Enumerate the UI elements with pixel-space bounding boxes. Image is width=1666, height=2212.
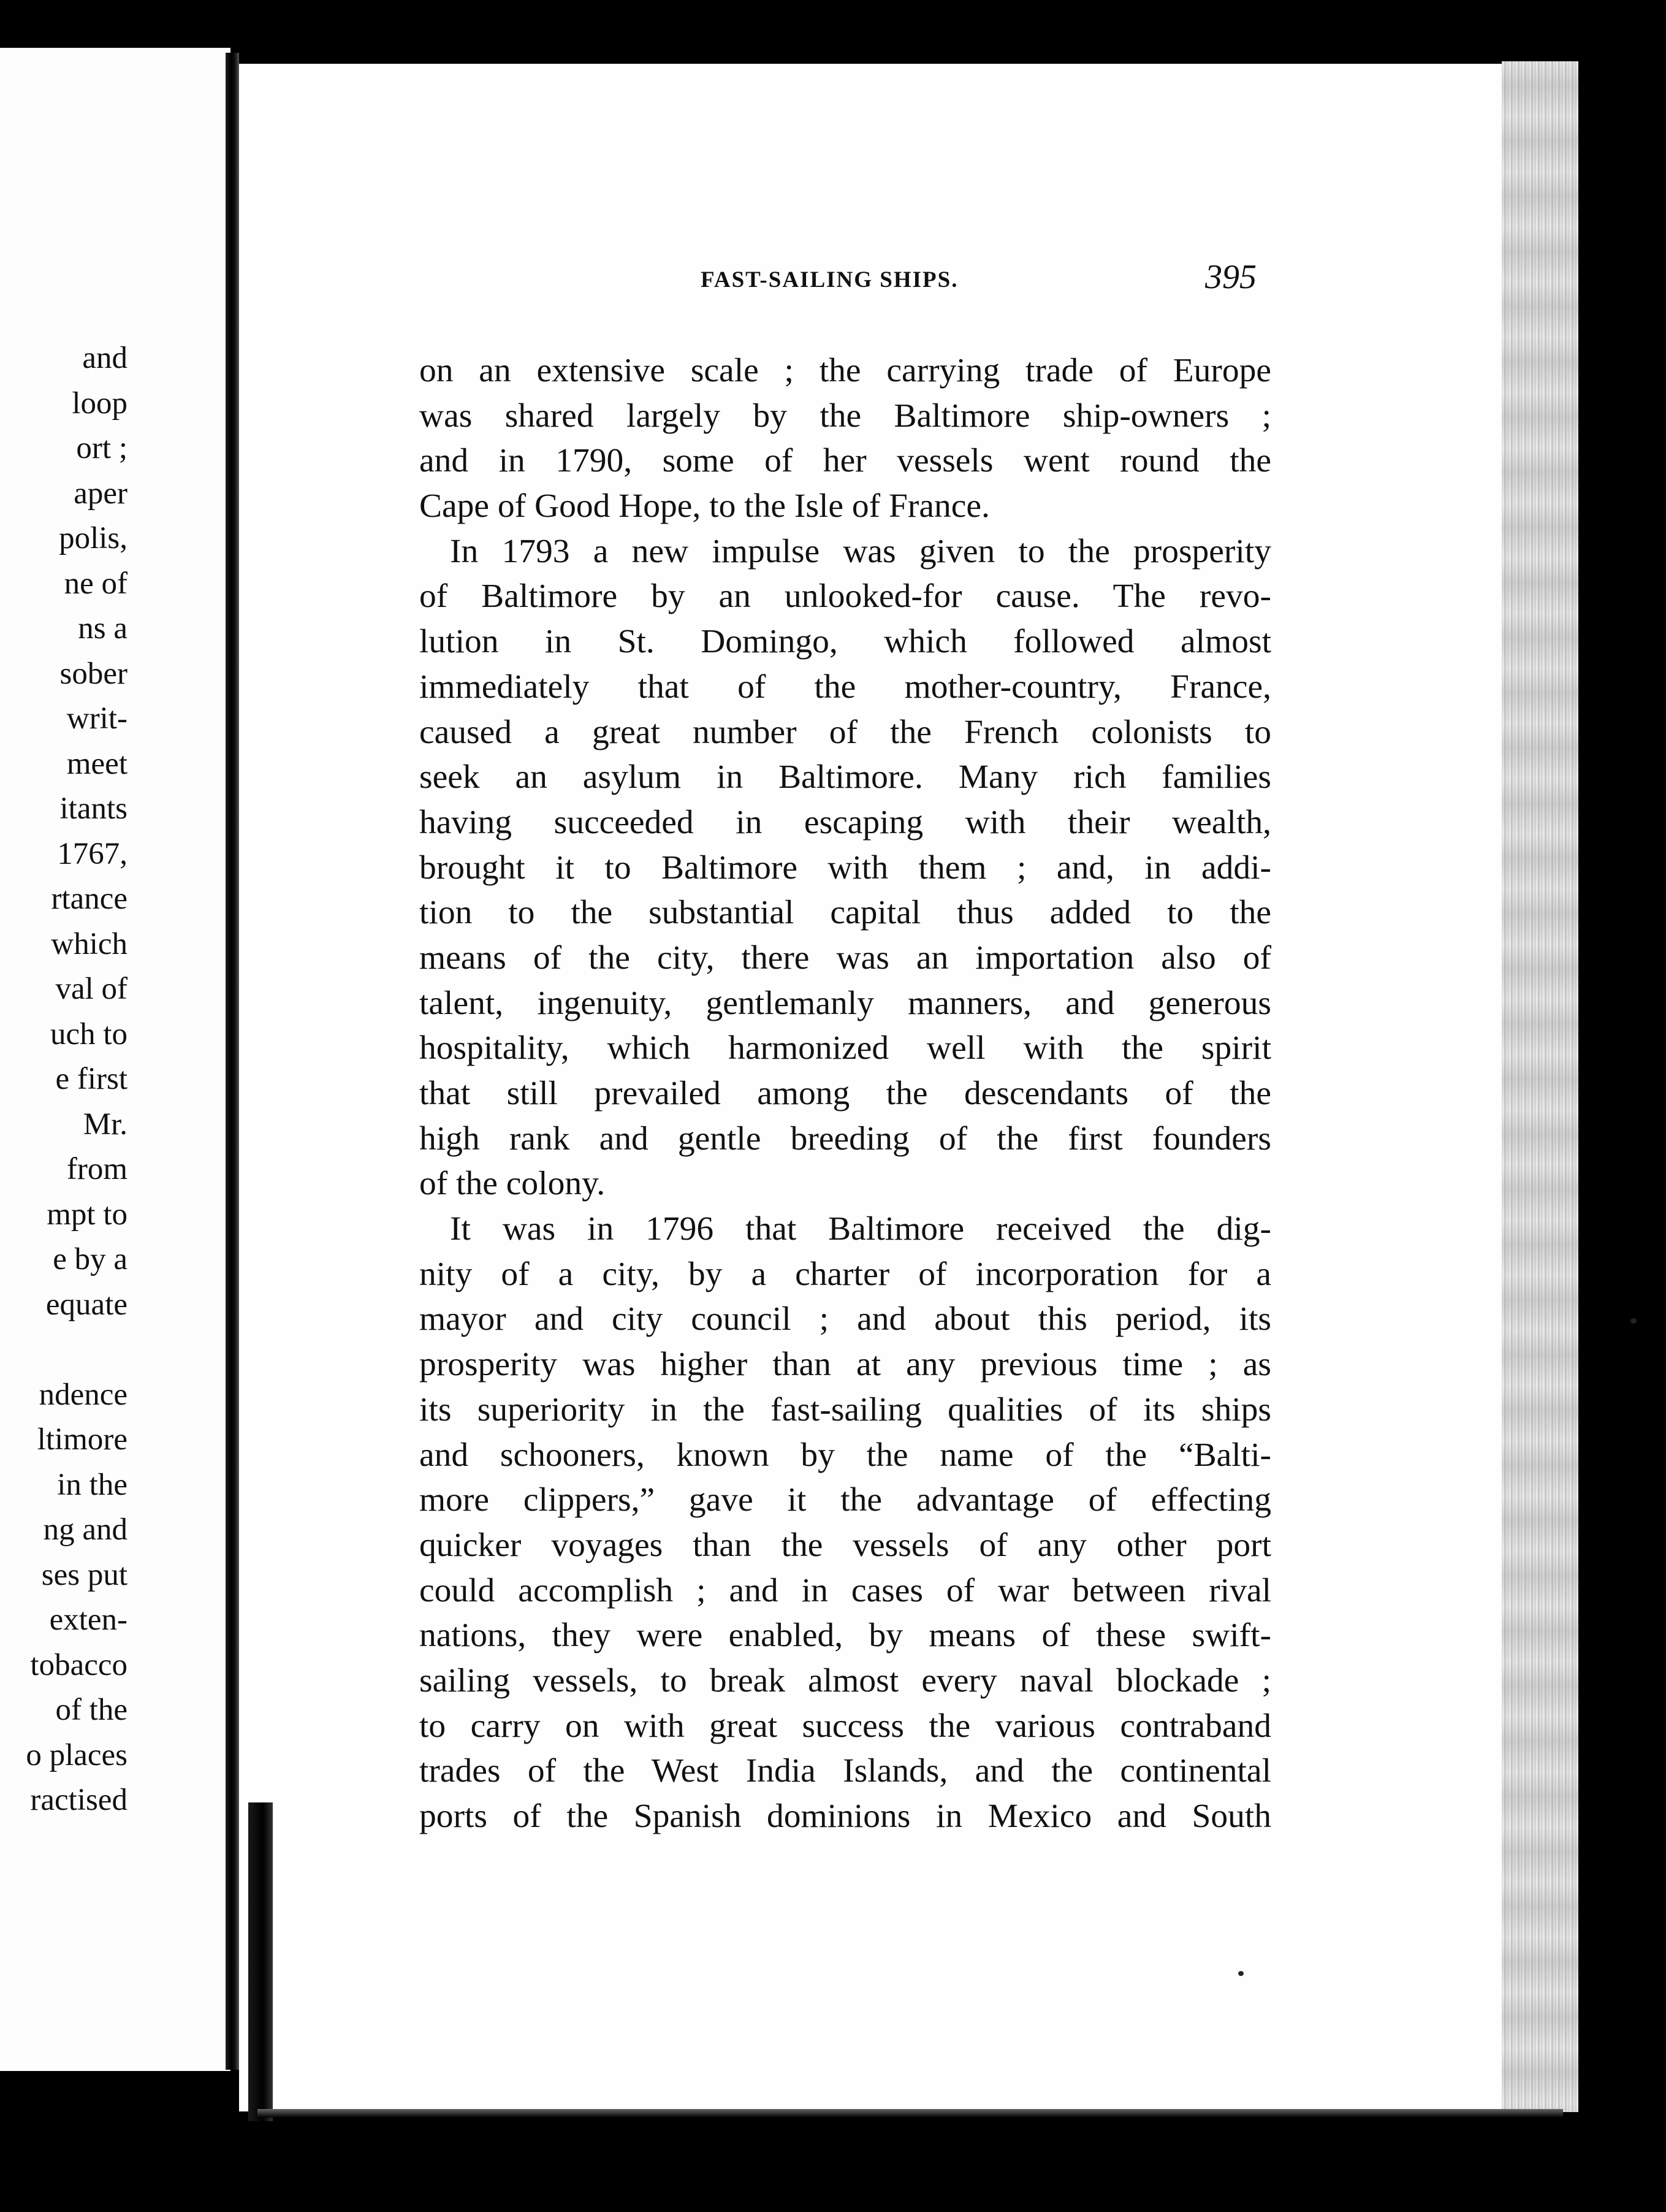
- text-line: lution in St. Domingo, which followed almost: [419, 623, 1271, 661]
- text-line: quicker voyages than the vessels of any other port: [419, 1526, 1271, 1564]
- text-line: ports of the Spanish dominions in Mexico and South: [419, 1798, 1271, 1835]
- left-line: ractised: [30, 1783, 127, 1817]
- text-line: to carry on with great success the various contraband: [419, 1707, 1271, 1745]
- scan-speck: [1238, 1971, 1244, 1976]
- text-line: its superiority in the fast-sailing qualities of its ships: [419, 1390, 1271, 1428]
- text-line: brought it to Baltimore with them ; and, in addi-: [419, 849, 1271, 887]
- left-line: itants: [59, 791, 127, 826]
- page-edges: [1502, 61, 1578, 2112]
- gutter-shadow: [248, 1802, 273, 2121]
- book-gutter: [226, 53, 239, 2070]
- text-line: and schooners, known by the name of the “Balti-: [419, 1436, 1271, 1474]
- left-line: meet: [66, 746, 127, 781]
- text-line: of the colony.: [419, 1165, 606, 1203]
- left-line: and: [82, 341, 127, 375]
- scan-speck: [1630, 1318, 1637, 1324]
- left-line: writ-: [66, 701, 127, 736]
- text-line: trades of the West India Islands, and the continental: [419, 1752, 1271, 1790]
- left-line: which: [51, 926, 127, 961]
- left-line: in the: [57, 1467, 127, 1502]
- left-line: exten-: [49, 1603, 127, 1637]
- text-line: was shared largely by the Baltimore ship-owners ;: [419, 397, 1271, 435]
- left-line: ses put: [41, 1557, 127, 1592]
- text-line: means of the city, there was an importation also of: [419, 939, 1271, 977]
- running-head: FAST-SAILING SHIPS.: [701, 267, 959, 292]
- text-line: nations, they were enabled, by means of these swift-: [419, 1617, 1271, 1655]
- text-line: having succeeded in escaping with their wealth,: [419, 803, 1271, 841]
- text-line: high rank and gentle breeding of the first founders: [419, 1119, 1271, 1157]
- text-line: hospitality, which harmonized well with the spirit: [419, 1029, 1271, 1067]
- left-line: ne of: [64, 566, 127, 601]
- left-line: aper: [74, 476, 127, 511]
- text-line: caused a great number of the French colonists to: [419, 713, 1271, 751]
- left-line: loop: [72, 386, 127, 421]
- page-bottom-shadow: [257, 2109, 1563, 2118]
- left-line: ndence: [39, 1377, 127, 1412]
- left-line: ltimore: [37, 1422, 127, 1457]
- text-line: could accomplish ; and in cases of war between rival: [419, 1571, 1271, 1609]
- left-line: o places: [26, 1737, 127, 1772]
- text-line: sailing vessels, to break almost every naval blockade ;: [419, 1661, 1271, 1699]
- left-line: ort ;: [76, 431, 127, 465]
- text-line: and in 1790, some of her vessels went round the: [419, 442, 1271, 480]
- text-line: prosperity was higher than at any previous time ; as: [419, 1346, 1271, 1384]
- left-line: from: [66, 1152, 127, 1186]
- left-line: uch to: [50, 1016, 127, 1051]
- left-line: mpt to: [47, 1197, 127, 1232]
- text-line: Cape of Good Hope, to the Isle of France.: [419, 487, 990, 525]
- previous-page-text: [0, 336, 127, 1823]
- text-line: immediately that of the mother-country, France,: [419, 668, 1271, 706]
- body-text: [419, 348, 1271, 1839]
- text-line: that still prevailed among the descendants of the: [419, 1075, 1271, 1112]
- left-line: [0, 1327, 127, 1373]
- left-line: equate: [45, 1287, 127, 1322]
- left-line: Mr.: [83, 1107, 127, 1142]
- left-line: tobacco: [30, 1647, 127, 1682]
- text-line: tion to the substantial capital thus added to the: [419, 894, 1271, 932]
- text-line: of Baltimore by an unlooked-for cause. The revo-: [419, 578, 1271, 616]
- left-line: ns a: [78, 611, 127, 646]
- text-line: nity of a city, by a charter of incorporation for a: [419, 1255, 1271, 1293]
- left-line: 1767,: [57, 836, 127, 871]
- text-line: on an extensive scale ; the carrying trade of Europe: [419, 352, 1271, 389]
- left-line: of the: [55, 1693, 127, 1727]
- previous-page: [0, 48, 230, 2071]
- left-line: polis,: [59, 521, 127, 555]
- left-line: e first: [55, 1062, 127, 1096]
- text-line: more clippers,” gave it the advantage of effecting: [419, 1481, 1271, 1519]
- text-line: mayor and city council ; and about this period, its: [419, 1300, 1271, 1338]
- text-line: It was in 1796 that Baltimore received the dig-: [450, 1210, 1271, 1248]
- left-line: ng and: [43, 1512, 127, 1547]
- page-number: 395: [1205, 258, 1257, 296]
- left-line: e by a: [53, 1242, 127, 1276]
- text-line: seek an asylum in Baltimore. Many rich families: [419, 758, 1271, 796]
- left-line: rtance: [51, 882, 127, 916]
- left-line: val of: [55, 972, 127, 1006]
- text-line: In 1793 a new impulse was given to the prosperity: [450, 532, 1271, 570]
- text-line: talent, ingenuity, gentlemanly manners, and generous: [419, 984, 1271, 1022]
- left-line: sober: [59, 656, 127, 691]
